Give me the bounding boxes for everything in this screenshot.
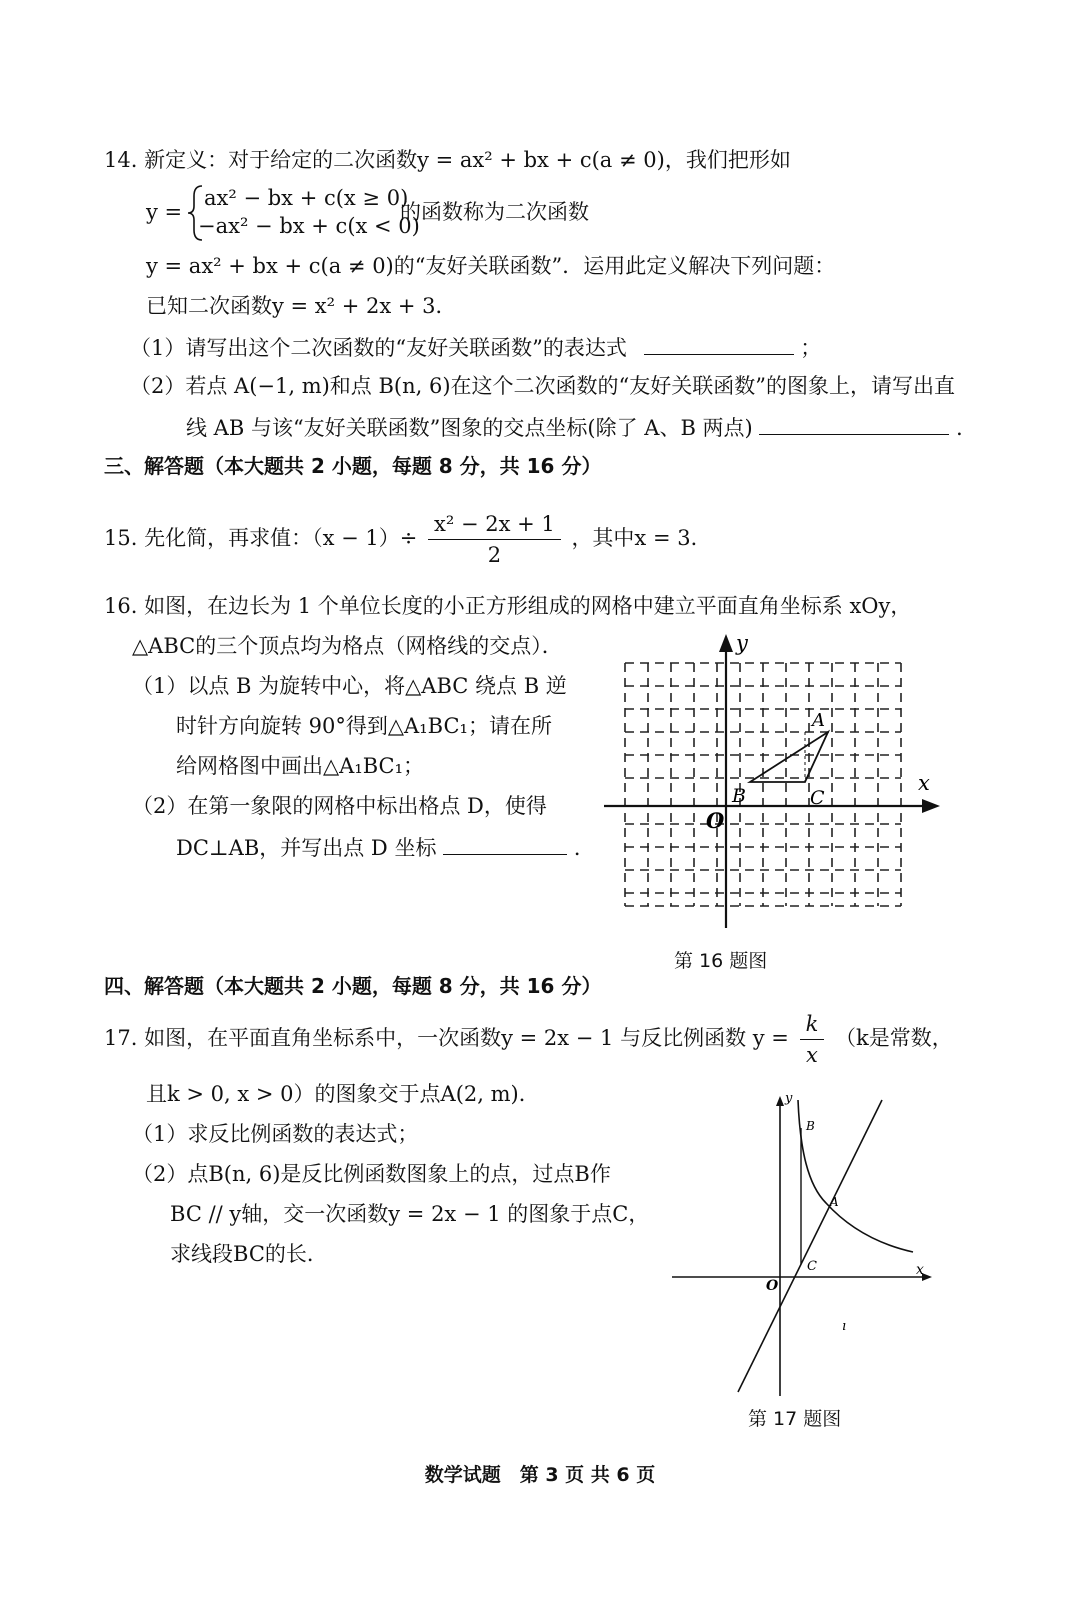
y-axis-arrow-icon [776, 1096, 784, 1106]
q17-frac-den: x [806, 1043, 818, 1067]
q16-p2b: DC⊥AB，并写出点 D 坐标 [176, 836, 437, 860]
grid-lines [625, 663, 901, 906]
q14-piece-bottom: −ax² − bx + c(x < 0) [198, 214, 420, 238]
q17-p2a: （2）点B(n, 6)是反比例函数图象上的点，过点B作 [132, 1162, 611, 1186]
q14-answer-blank-1[interactable] [644, 332, 794, 355]
q17-p1: （1）求反比例函数的表达式； [132, 1122, 419, 1146]
q15-row [104, 508, 712, 570]
q14-part2-b: 线 AB 与该“友好关联函数”图象的交点坐标(除了 A、B 两点) [186, 416, 753, 440]
q17-line1-end: （k是常数， [835, 1026, 953, 1050]
q15-denominator: 2 [487, 543, 502, 567]
q15-fraction [428, 509, 561, 570]
q16-p1c: 给网格图中画出△A₁BC₁； [176, 754, 425, 778]
x-axis-label: x [916, 1262, 924, 1278]
q16-answer-blank[interactable] [443, 832, 567, 855]
q14-answer-blank-2[interactable] [759, 412, 949, 435]
y-axis-label: y [785, 1091, 793, 1106]
q15-numerator: x² − 2x + 1 [428, 509, 561, 540]
figure-16-caption: 第 16 题图 [674, 950, 768, 972]
triangle-abc [750, 732, 828, 782]
origin-label: O [766, 1278, 779, 1294]
origin-label: O [706, 808, 725, 833]
q14-piece-top: ax² − bx + c(x ≥ 0) [204, 186, 409, 210]
q16-p1b: 时针方向旋转 90°得到△A₁BC₁；请在所 [176, 714, 552, 738]
page-footer: 数学试题 第 3 页 共 6 页 [424, 1464, 656, 1486]
linear-function-line [738, 1100, 882, 1392]
q14-part2-end: ． [956, 416, 978, 440]
q14-part1: （1）请写出这个二次函数的“友好关联函数”的表达式 [130, 336, 627, 360]
y-axis-arrow-icon [719, 634, 733, 652]
point-b-label: B [806, 1119, 815, 1133]
q14-part2-row [186, 412, 977, 442]
q16-p2-end: ． [573, 836, 595, 860]
inverse-function-curve [798, 1100, 913, 1252]
point-a-label: A [812, 710, 825, 731]
q14-line4: 已知二次函数y = x² + 2x + 3． [146, 294, 457, 318]
q14-line3: y = ax² + bx + c(a ≠ 0)的“友好关联函数”．运用此定义解决下列问题： [146, 254, 836, 278]
figure-17-graph [668, 1090, 938, 1400]
q14-piece-prefix: y = [146, 200, 183, 224]
point-a-label: A [830, 1195, 839, 1209]
q17-p2b: BC // y轴，交一次函数y = 2x − 1 的图象于点C， [170, 1202, 650, 1226]
q16-p2a: （2）在第一象限的网格中标出格点 D，使得 [132, 794, 547, 818]
q17-line1: 17. 如图，在平面直角坐标系中，一次函数y = 2x − 1 与反比例函数 y = [104, 1026, 789, 1050]
stray-mark: ı [842, 1319, 847, 1334]
point-b-label: B [732, 785, 746, 807]
section-4-heading: 四、解答题（本大题共 2 小题，每题 8 分，共 16 分） [104, 974, 602, 998]
q14-line1: 14. 新定义：对于给定的二次函数y = ax² + bx + c(a ≠ 0)，我们把形如 [104, 148, 791, 172]
q17-line1-row [104, 1008, 953, 1070]
q17-frac-num: k [800, 1009, 825, 1040]
q16-line1: 16. 如图，在边长为 1 个单位长度的小正方形组成的网格中建立平面直角坐标系 xOy， [104, 594, 912, 618]
q14-piece-suffix: 的函数称为二次函数 [400, 200, 589, 224]
q16-p1a: （1）以点 B 为旋转中心，将△ABC 绕点 B 逆 [132, 674, 567, 698]
point-c-label: C [810, 787, 825, 809]
q16-line2: △ABC的三个顶点均为格点（网格线的交点）． [132, 634, 563, 658]
y-axis-label: y [736, 631, 748, 655]
q14-part1-row [130, 332, 821, 362]
figure-16-grid [600, 630, 945, 935]
point-c-label: C [807, 1259, 817, 1274]
q16-p2-row [176, 832, 595, 862]
q17-p2c: 求线段BC的长． [170, 1242, 328, 1266]
q15-prefix: 15. 先化简，再求值：（x − 1）÷ [104, 526, 418, 550]
section-3-heading: 三、解答题（本大题共 2 小题，每题 8 分，共 16 分） [104, 454, 602, 478]
q14-part2-a: （2）若点 A(−1, m)和点 B(n, 6)在这个二次函数的“友好关联函数”的图象上，请写出直 [130, 374, 956, 398]
x-axis-label: x [918, 771, 930, 795]
q17-line2: 且k > 0, x > 0）的图象交于点A(2, m)． [146, 1082, 540, 1106]
q17-fraction [800, 1009, 825, 1070]
q14-part1-end: ； [800, 336, 822, 360]
q15-suffix: ，其中x = 3． [571, 526, 712, 550]
x-axis-arrow-icon [922, 799, 940, 813]
figure-17-caption: 第 17 题图 [748, 1408, 842, 1430]
